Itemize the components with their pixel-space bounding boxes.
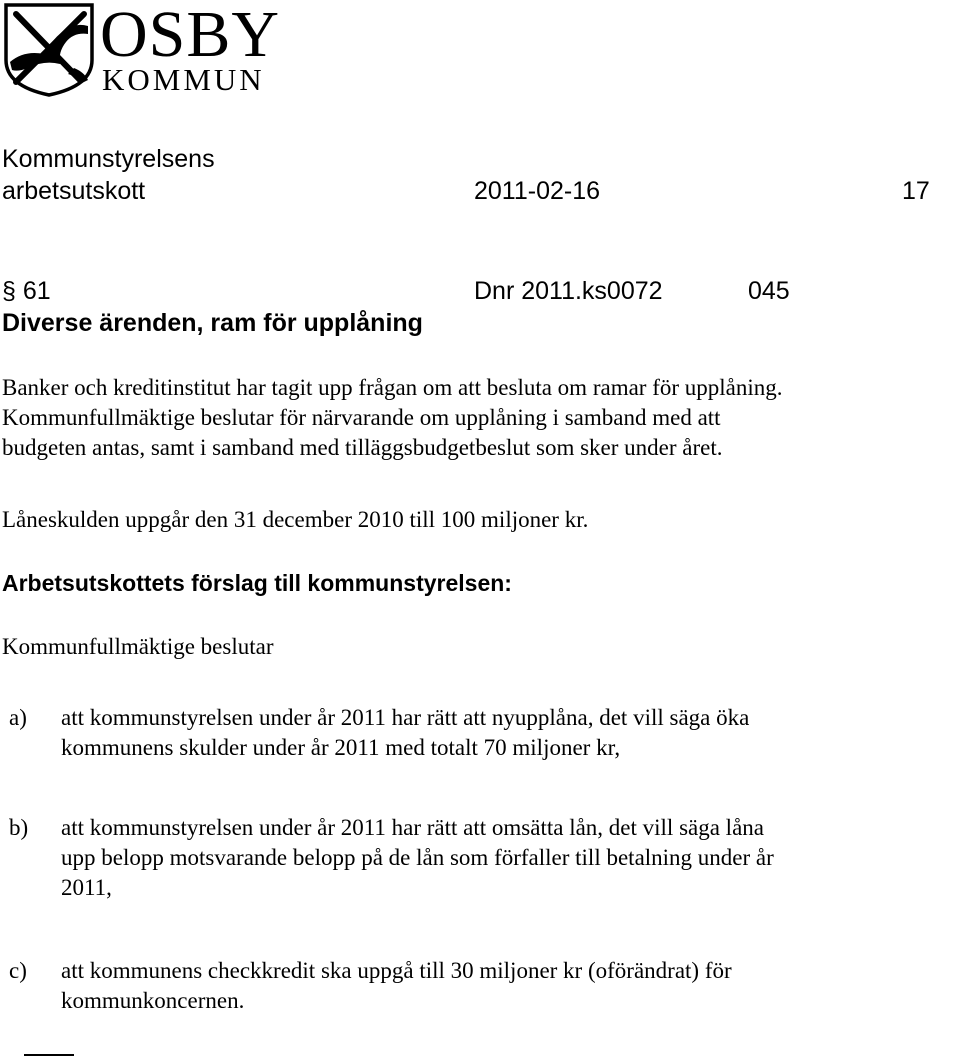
section-number: § 61 — [2, 277, 51, 305]
item-line: kommunens skulder under år 2011 med totalt 70 miljoner kr, — [61, 735, 621, 760]
intro-line: budgeten antas, samt i samband med tilläggsbudgetbeslut som sker under året. — [2, 435, 723, 460]
case-title: Diverse ärenden, ram för upplåning — [2, 309, 423, 337]
logo-subtitle: KOMMUN — [102, 62, 265, 97]
diary-number: Dnr 2011.ks0072 — [474, 277, 663, 305]
meeting-date: 2011-02-16 — [474, 177, 601, 205]
intro-paragraph — [2, 373, 952, 463]
intro-line: Kommunfullmäktige beslutar för närvarande om upplåning i samband med att — [2, 405, 721, 430]
item-line: upp belopp motsvarande belopp på de lån som förfaller till betalning under år — [61, 845, 774, 870]
item-label-b: b) — [9, 815, 29, 840]
page-number: 17 — [902, 177, 930, 205]
logo-wordmark: OSBY — [100, 0, 281, 71]
item-text-b — [61, 813, 951, 903]
org-name-line2: arbetsutskott — [2, 177, 146, 205]
item-line: kommunkoncernen. — [61, 988, 245, 1013]
case-code: 045 — [748, 277, 790, 305]
item-label-c: c) — [9, 958, 27, 983]
item-line: 2011, — [61, 875, 112, 900]
item-line: att kommunstyrelsen under år 2011 har rätt att nyupplåna, det vill säga öka — [61, 705, 750, 730]
osby-kommun-crest-icon — [4, 2, 94, 97]
proposal-heading: Arbetsutskottets förslag till kommunstyrelsen: — [2, 570, 512, 596]
debt-paragraph: Låneskulden uppgår den 31 december 2010 till 100 miljoner kr. — [2, 507, 589, 532]
item-text-c — [61, 956, 951, 1016]
intro-line: Banker och kreditinstitut har tagit upp frågan om att besluta om ramar för upplåning. — [2, 375, 783, 400]
item-line: att kommunens checkkredit ska uppgå till 30 miljoner kr (oförändrat) för — [61, 958, 732, 983]
decision-intro: Kommunfullmäktige beslutar — [2, 634, 274, 659]
org-name-line1: Kommunstyrelsens — [2, 145, 215, 173]
item-line: att kommunstyrelsen under år 2011 har rätt att omsätta lån, det vill säga låna — [61, 815, 764, 840]
item-label-a: a) — [9, 705, 27, 730]
bottom-rule — [24, 1054, 74, 1056]
item-text-a — [61, 703, 951, 763]
